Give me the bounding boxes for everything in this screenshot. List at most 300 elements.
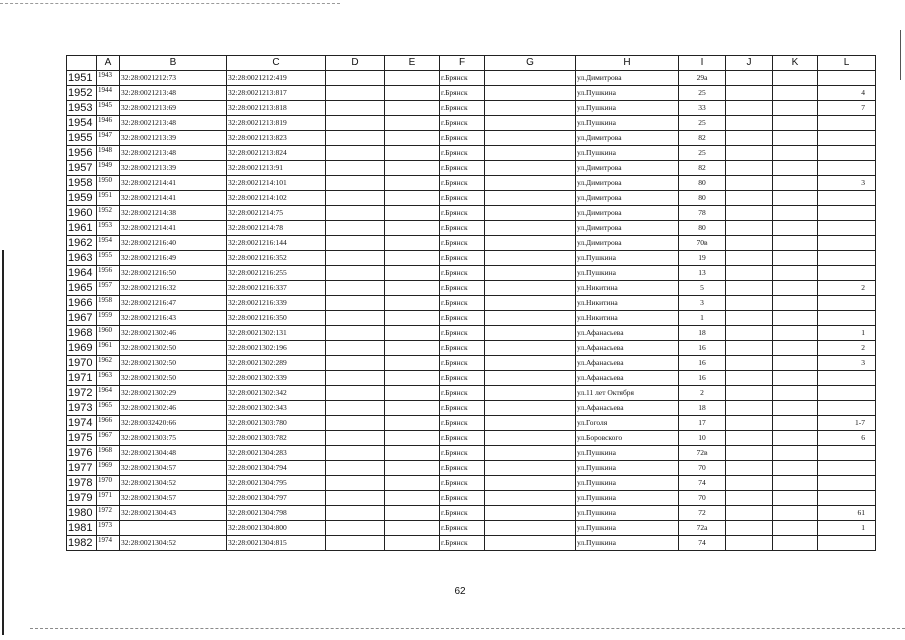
cell-l: [818, 461, 876, 476]
cell-i: 72а: [679, 521, 726, 536]
cell-a: 1950: [97, 176, 120, 191]
cell-c: 32:28:0021216:337: [227, 281, 326, 296]
cell-h: ул.Пушкина: [576, 506, 679, 521]
cell-d: [326, 296, 385, 311]
cell-e: [385, 266, 440, 281]
cell-h: ул.Пушкина: [576, 476, 679, 491]
cell-e: [385, 236, 440, 251]
cell-l: [818, 491, 876, 506]
table-row: [67, 236, 876, 251]
cell-b: 32:28:0021214:38: [120, 206, 227, 221]
cell-i: 16: [679, 356, 726, 371]
cell-d: [326, 116, 385, 131]
cell-i: 82: [679, 131, 726, 146]
row-number: 1971: [67, 371, 97, 386]
cell-b: 32:28:0021216:32: [120, 281, 227, 296]
cell-a: 1951: [97, 191, 120, 206]
cell-f: г.Брянск: [440, 161, 485, 176]
cell-k: [773, 281, 818, 296]
row-number: 1982: [67, 536, 97, 551]
row-number: 1964: [67, 266, 97, 281]
table-row: [67, 356, 876, 371]
cell-e: [385, 191, 440, 206]
table-row: [67, 221, 876, 236]
column-header-b: B: [120, 56, 227, 71]
cell-e: [385, 356, 440, 371]
cell-j: [726, 371, 773, 386]
cell-e: [385, 446, 440, 461]
cell-b: 32:28:0021302:50: [120, 371, 227, 386]
cell-i: 18: [679, 401, 726, 416]
cell-l: [818, 221, 876, 236]
cell-g: [485, 326, 576, 341]
cell-d: [326, 491, 385, 506]
cell-i: 80: [679, 221, 726, 236]
cell-a: 1970: [97, 476, 120, 491]
table-row: [67, 431, 876, 446]
table-row: [67, 446, 876, 461]
table-row: [67, 491, 876, 506]
cell-l: [818, 446, 876, 461]
cell-i: 78: [679, 206, 726, 221]
column-header-f: F: [440, 56, 485, 71]
cell-e: [385, 326, 440, 341]
cell-d: [326, 236, 385, 251]
cell-j: [726, 521, 773, 536]
table-row: [67, 161, 876, 176]
cell-f: г.Брянск: [440, 416, 485, 431]
table-row: [67, 266, 876, 281]
cell-d: [326, 101, 385, 116]
cell-k: [773, 461, 818, 476]
cell-g: [485, 506, 576, 521]
cell-g: [485, 476, 576, 491]
cell-j: [726, 416, 773, 431]
cell-d: [326, 266, 385, 281]
cell-f: г.Брянск: [440, 401, 485, 416]
cell-g: [485, 221, 576, 236]
cell-k: [773, 311, 818, 326]
cell-h: ул.Димитрова: [576, 206, 679, 221]
cell-e: [385, 221, 440, 236]
cell-k: [773, 506, 818, 521]
cell-d: [326, 461, 385, 476]
cell-g: [485, 161, 576, 176]
row-number: 1979: [67, 491, 97, 506]
cell-i: 1: [679, 311, 726, 326]
cell-c: 32:28:0021304:795: [227, 476, 326, 491]
cell-j: [726, 266, 773, 281]
cell-f: г.Брянск: [440, 206, 485, 221]
cell-f: г.Брянск: [440, 461, 485, 476]
table-row: [67, 131, 876, 146]
cell-j: [726, 281, 773, 296]
cell-c: 32:28:0021304:815: [227, 536, 326, 551]
cell-l: 3: [818, 176, 876, 191]
cell-j: [726, 251, 773, 266]
cell-l: 1-7: [818, 416, 876, 431]
cell-g: [485, 356, 576, 371]
cell-e: [385, 206, 440, 221]
cell-g: [485, 131, 576, 146]
scan-edge-right: [900, 30, 901, 80]
cell-c: 32:28:0021213:819: [227, 116, 326, 131]
cell-j: [726, 461, 773, 476]
cell-f: г.Брянск: [440, 146, 485, 161]
cell-h: ул.Афанасьева: [576, 356, 679, 371]
cell-h: ул.Пушкина: [576, 536, 679, 551]
cell-a: 1953: [97, 221, 120, 236]
cell-f: г.Брянск: [440, 506, 485, 521]
table-row: [67, 341, 876, 356]
cell-b: 32:28:0021302:50: [120, 356, 227, 371]
cell-f: г.Брянск: [440, 191, 485, 206]
cell-i: 25: [679, 116, 726, 131]
cell-l: [818, 131, 876, 146]
cell-g: [485, 206, 576, 221]
cell-j: [726, 386, 773, 401]
table-row: [67, 71, 876, 86]
cell-g: [485, 401, 576, 416]
cell-d: [326, 521, 385, 536]
cell-j: [726, 191, 773, 206]
cell-j: [726, 431, 773, 446]
cell-i: 25: [679, 86, 726, 101]
cell-e: [385, 86, 440, 101]
column-header-k: K: [773, 56, 818, 71]
cell-g: [485, 281, 576, 296]
cell-c: 32:28:0021303:782: [227, 431, 326, 446]
row-number: 1961: [67, 221, 97, 236]
column-header-j: J: [726, 56, 773, 71]
row-number: 1952: [67, 86, 97, 101]
cell-a: 1971: [97, 491, 120, 506]
cell-k: [773, 296, 818, 311]
cell-k: [773, 161, 818, 176]
cell-l: 1: [818, 521, 876, 536]
cell-e: [385, 281, 440, 296]
cell-h: ул.Пушкина: [576, 86, 679, 101]
cell-b: 32:28:0021213:69: [120, 101, 227, 116]
cell-d: [326, 536, 385, 551]
cell-f: г.Брянск: [440, 281, 485, 296]
cell-b: 32:28:0021213:48: [120, 146, 227, 161]
cell-h: ул.Гоголя: [576, 416, 679, 431]
cell-k: [773, 116, 818, 131]
cell-d: [326, 146, 385, 161]
cell-l: 2: [818, 281, 876, 296]
cell-h: ул.Никитина: [576, 281, 679, 296]
cell-e: [385, 401, 440, 416]
cell-l: 4: [818, 86, 876, 101]
cell-h: ул.Димитрова: [576, 71, 679, 86]
cell-d: [326, 71, 385, 86]
cell-i: 17: [679, 416, 726, 431]
cell-b: 32:28:0021304:48: [120, 446, 227, 461]
cell-b: 32:28:0021304:57: [120, 461, 227, 476]
cell-l: [818, 476, 876, 491]
cell-b: 32:28:0021216:50: [120, 266, 227, 281]
table-row: [67, 416, 876, 431]
table-row: [67, 521, 876, 536]
cell-g: [485, 296, 576, 311]
table-row: [67, 206, 876, 221]
cell-j: [726, 161, 773, 176]
cell-l: [818, 401, 876, 416]
cell-g: [485, 386, 576, 401]
cell-e: [385, 506, 440, 521]
cell-i: 29а: [679, 71, 726, 86]
cell-e: [385, 371, 440, 386]
cell-l: 61: [818, 506, 876, 521]
cell-k: [773, 236, 818, 251]
cell-k: [773, 101, 818, 116]
cell-i: 13: [679, 266, 726, 281]
cell-d: [326, 251, 385, 266]
cell-d: [326, 446, 385, 461]
cell-a: 1968: [97, 446, 120, 461]
cell-e: [385, 131, 440, 146]
cell-i: 19: [679, 251, 726, 266]
table-row: [67, 251, 876, 266]
cell-e: [385, 536, 440, 551]
cell-h: ул.Пушкина: [576, 101, 679, 116]
cell-l: 3: [818, 356, 876, 371]
cell-i: 82: [679, 161, 726, 176]
cell-g: [485, 536, 576, 551]
cell-f: г.Брянск: [440, 446, 485, 461]
cell-f: г.Брянск: [440, 251, 485, 266]
cell-e: [385, 521, 440, 536]
cell-g: [485, 101, 576, 116]
cell-e: [385, 491, 440, 506]
cell-f: г.Брянск: [440, 296, 485, 311]
row-number: 1958: [67, 176, 97, 191]
row-number: 1972: [67, 386, 97, 401]
scan-edge-left: [2, 250, 4, 635]
cell-l: [818, 161, 876, 176]
cell-c: 32:28:0021304:794: [227, 461, 326, 476]
cell-i: 25: [679, 146, 726, 161]
cell-g: [485, 341, 576, 356]
column-header-d: D: [326, 56, 385, 71]
cell-c: 32:28:0021216:339: [227, 296, 326, 311]
row-number: 1966: [67, 296, 97, 311]
cell-b: 32:28:0021212:73: [120, 71, 227, 86]
cell-f: г.Брянск: [440, 341, 485, 356]
table-body: [67, 71, 876, 551]
cell-j: [726, 491, 773, 506]
cell-a: 1959: [97, 311, 120, 326]
cell-j: [726, 206, 773, 221]
table-row: [67, 476, 876, 491]
cell-b: 32:28:0021214:41: [120, 191, 227, 206]
cell-a: 1956: [97, 266, 120, 281]
cell-b: [120, 521, 227, 536]
cell-e: [385, 116, 440, 131]
cell-d: [326, 371, 385, 386]
cell-l: 1: [818, 326, 876, 341]
column-header-corner: [67, 56, 97, 71]
cell-i: 80: [679, 191, 726, 206]
cell-j: [726, 476, 773, 491]
cell-j: [726, 311, 773, 326]
cell-j: [726, 326, 773, 341]
cell-d: [326, 131, 385, 146]
cell-h: ул.Димитрова: [576, 236, 679, 251]
cell-k: [773, 191, 818, 206]
cell-g: [485, 461, 576, 476]
cell-j: [726, 341, 773, 356]
cell-a: 1944: [97, 86, 120, 101]
cell-b: 32:28:0021304:52: [120, 536, 227, 551]
row-number: 1974: [67, 416, 97, 431]
cell-e: [385, 146, 440, 161]
cell-a: 1969: [97, 461, 120, 476]
cell-l: 2: [818, 341, 876, 356]
cell-g: [485, 266, 576, 281]
cell-h: ул.Димитрова: [576, 176, 679, 191]
table-row: [67, 386, 876, 401]
cell-j: [726, 221, 773, 236]
cell-e: [385, 251, 440, 266]
row-number: 1969: [67, 341, 97, 356]
scan-artifact-bottom: [30, 628, 905, 629]
cell-i: 10: [679, 431, 726, 446]
cell-a: 1966: [97, 416, 120, 431]
cell-l: 7: [818, 101, 876, 116]
cell-e: [385, 341, 440, 356]
cell-g: [485, 191, 576, 206]
cell-g: [485, 416, 576, 431]
cell-i: 2: [679, 386, 726, 401]
row-number: 1967: [67, 311, 97, 326]
cell-k: [773, 221, 818, 236]
cell-l: [818, 311, 876, 326]
cell-a: 1958: [97, 296, 120, 311]
cell-a: 1946: [97, 116, 120, 131]
cell-f: г.Брянск: [440, 356, 485, 371]
cell-f: г.Брянск: [440, 236, 485, 251]
cell-k: [773, 371, 818, 386]
cell-e: [385, 296, 440, 311]
cell-f: г.Брянск: [440, 431, 485, 446]
cell-j: [726, 86, 773, 101]
cell-d: [326, 476, 385, 491]
table-row: [67, 146, 876, 161]
cell-e: [385, 461, 440, 476]
cell-d: [326, 221, 385, 236]
cell-j: [726, 356, 773, 371]
cell-c: 32:28:0021213:823: [227, 131, 326, 146]
cell-i: 80: [679, 176, 726, 191]
cell-a: 1948: [97, 146, 120, 161]
column-header-h: H: [576, 56, 679, 71]
cell-k: [773, 356, 818, 371]
cell-c: 32:28:0021303:780: [227, 416, 326, 431]
table-row: [67, 296, 876, 311]
row-number: 1957: [67, 161, 97, 176]
cell-k: [773, 491, 818, 506]
cell-b: 32:28:0021214:41: [120, 221, 227, 236]
cell-d: [326, 326, 385, 341]
cell-c: 32:28:0021213:91: [227, 161, 326, 176]
cell-k: [773, 86, 818, 101]
cell-b: 32:28:0021304:43: [120, 506, 227, 521]
cell-c: 32:28:0021302:339: [227, 371, 326, 386]
cell-j: [726, 116, 773, 131]
row-number: 1962: [67, 236, 97, 251]
cell-a: 1961: [97, 341, 120, 356]
row-number: 1955: [67, 131, 97, 146]
cell-i: 5: [679, 281, 726, 296]
cell-g: [485, 311, 576, 326]
cell-a: 1963: [97, 371, 120, 386]
cell-i: 74: [679, 536, 726, 551]
cell-j: [726, 401, 773, 416]
cell-g: [485, 236, 576, 251]
cell-h: ул.Пушкина: [576, 521, 679, 536]
cell-k: [773, 251, 818, 266]
cell-d: [326, 206, 385, 221]
row-number: 1978: [67, 476, 97, 491]
row-number: 1980: [67, 506, 97, 521]
cell-a: 1972: [97, 506, 120, 521]
table-row: [67, 281, 876, 296]
cell-a: 1954: [97, 236, 120, 251]
cell-c: 32:28:0021212:419: [227, 71, 326, 86]
cell-a: 1967: [97, 431, 120, 446]
cell-c: 32:28:0021216:255: [227, 266, 326, 281]
cell-i: 16: [679, 371, 726, 386]
cell-k: [773, 146, 818, 161]
cell-k: [773, 401, 818, 416]
cell-e: [385, 161, 440, 176]
table-row: [67, 371, 876, 386]
column-header-c: C: [227, 56, 326, 71]
cell-f: г.Брянск: [440, 371, 485, 386]
cell-d: [326, 356, 385, 371]
cell-h: ул.Димитрова: [576, 191, 679, 206]
cell-f: г.Брянск: [440, 311, 485, 326]
cell-j: [726, 506, 773, 521]
cell-b: 32:28:0021213:48: [120, 86, 227, 101]
cell-l: [818, 266, 876, 281]
cell-a: 1943: [97, 71, 120, 86]
cell-a: 1973: [97, 521, 120, 536]
cell-k: [773, 71, 818, 86]
cell-g: [485, 371, 576, 386]
table-row: [67, 326, 876, 341]
cell-l: [818, 116, 876, 131]
cell-h: ул.Пушкина: [576, 116, 679, 131]
cell-b: 32:28:0021213:48: [120, 116, 227, 131]
cell-d: [326, 506, 385, 521]
cell-a: 1974: [97, 536, 120, 551]
row-number: 1975: [67, 431, 97, 446]
cell-d: [326, 341, 385, 356]
table-row: [67, 311, 876, 326]
table-row: [67, 176, 876, 191]
cell-f: г.Брянск: [440, 176, 485, 191]
cell-j: [726, 71, 773, 86]
cell-c: 32:28:0021213:824: [227, 146, 326, 161]
row-number: 1953: [67, 101, 97, 116]
spreadsheet-table: [66, 55, 876, 551]
cell-f: г.Брянск: [440, 326, 485, 341]
cell-d: [326, 86, 385, 101]
table-row: [67, 116, 876, 131]
